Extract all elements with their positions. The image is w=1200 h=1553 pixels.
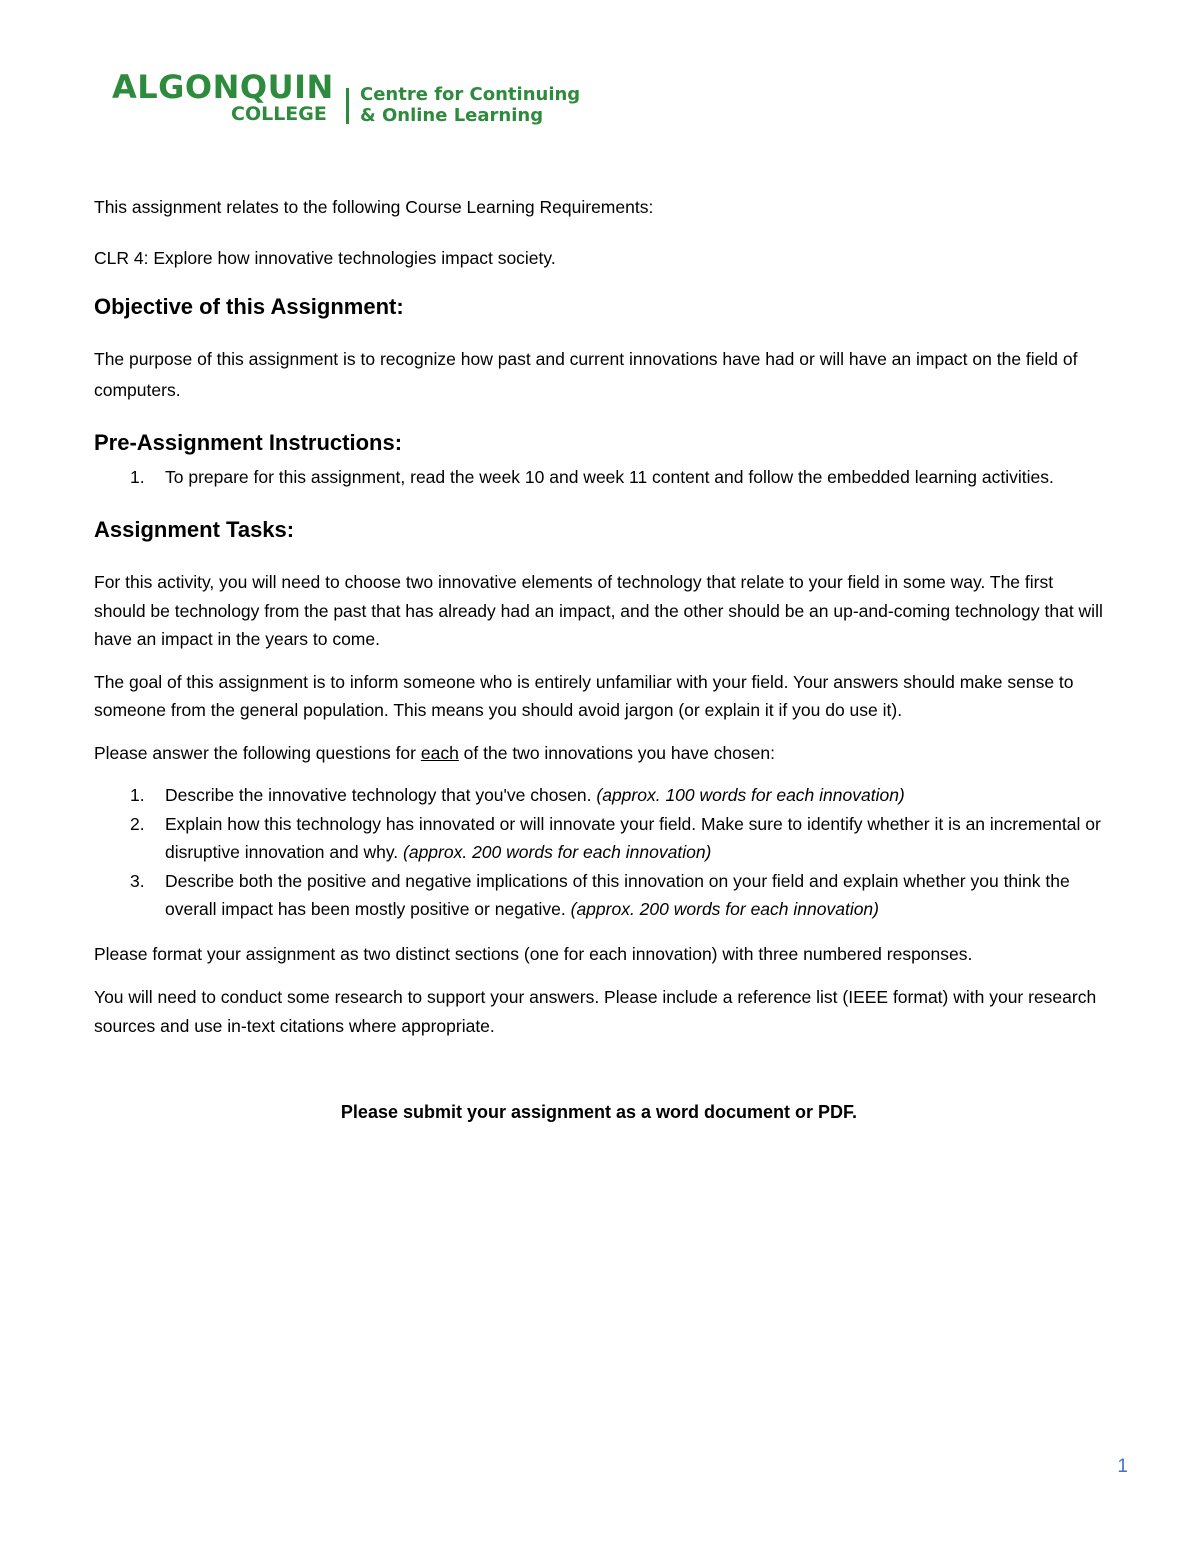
objective-heading: Objective of this Assignment: <box>94 294 404 319</box>
logo-college-text: COLLEGE <box>231 103 327 125</box>
document-body <box>94 193 1104 1127</box>
list-item: 3. Describe both the positive and negative implications of this innovation on your field and explain whether you think the overall impact has been mostly positive or negative. (approx. 200 words for each innovation) <box>130 870 1070 919</box>
logo-divider <box>346 88 349 124</box>
clr4-text: CLR 4: Explore how innovative technologies impact society. <box>94 247 556 268</box>
pre-assignment-heading: Pre-Assignment Instructions: <box>94 430 403 455</box>
logo-subtitle-line2: & Online Learning <box>360 105 544 126</box>
tasks-paragraph-1: For this activity, you will need to choose two innovative elements of technology that relate to your field in some way. The first should be technology from the past that has already had an impact, and the other should be an up-and-coming technology that will have an impact in the years to come. <box>94 572 1103 649</box>
list-item: 2. Explain how this technology has innovated or will innovate your field. Make sure to identify whether it is an incremental or disruptive innovation and why. (approx. 200 words for each innovation) <box>130 813 1101 862</box>
objective-text: The purpose of this assignment is to recognize how past and current innovations have had or will have an impact on the field of computers. <box>94 349 1078 400</box>
list-item: 1. Describe the innovative technology that you've chosen. (approx. 100 words for each innovation) <box>130 785 905 805</box>
clr-intro: This assignment relates to the following Course Learning Requirements: <box>94 197 654 217</box>
emphasis-each: each <box>420 742 459 763</box>
logo-subtitle <box>360 84 580 126</box>
page-number: 1 <box>1117 1456 1128 1477</box>
tasks-paragraph-2: The goal of this assignment is to inform someone who is entirely unfamiliar with your field. Your answers should make sense to someone from the general population. This means you should avoid jargon (or explain it if you do use it). <box>94 671 1074 720</box>
tasks-paragraph-4: Please format your assignment as two distinct sections (one for each innovation) with three numbered responses. <box>94 943 973 964</box>
tasks-heading: Assignment Tasks: <box>94 517 295 542</box>
logo-algonquin-text: ALGONQUIN <box>112 68 334 106</box>
submit-instruction: Please submit your assignment as a word document or PDF. <box>340 1102 858 1122</box>
tasks-paragraph-5: You will need to conduct some research to support your answers. Please include a reference list (IEEE format) with your research sources and use in-text citations where appropriate. <box>94 987 1097 1036</box>
list-item: 1. To prepare for this assignment, read the week 10 and week 11 content and follow the embedded learning activities. <box>130 467 1054 487</box>
questions-list <box>94 781 1104 924</box>
pre-assignment-list <box>94 462 1104 493</box>
tasks-paragraph-3: Please answer the following questions for each of the two innovations you have chosen: <box>94 742 775 763</box>
logo-subtitle-line1: Centre for Continuing <box>360 84 581 105</box>
